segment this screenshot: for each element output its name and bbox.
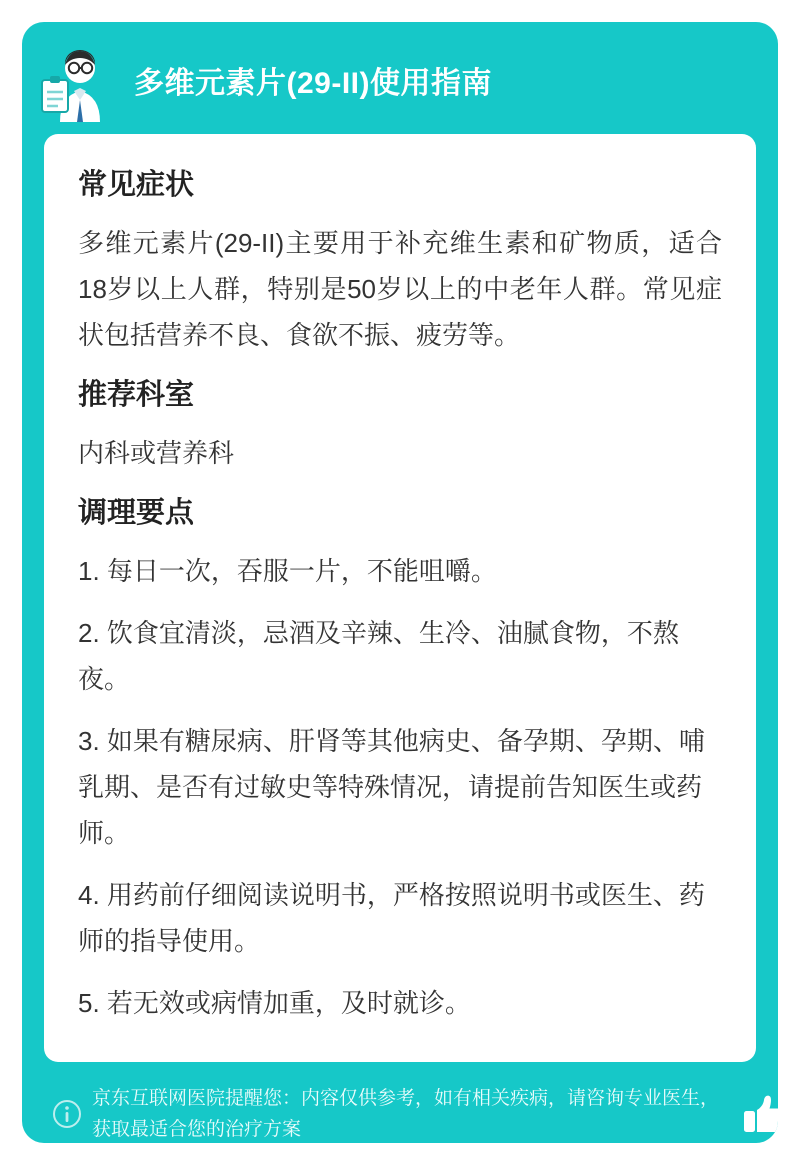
content-panel: [44, 134, 756, 1062]
section-paragraph-symptoms: 多维元素片(29-II)主要用于补充维生素和矿物质，适合18岁以上人群，特别是50岁以上的中老年人群。常见症状包括营养不良、食欲不振、疲劳等。: [78, 228, 722, 350]
info-circle-icon: [52, 1099, 82, 1129]
section-heading-department: 推荐科室: [78, 379, 195, 411]
list-item: 5. 若无效或病情加重，及时就诊。: [78, 988, 471, 1018]
guide-card: [22, 22, 778, 1143]
footer-disclaimer-bar: [44, 1074, 778, 1143]
footer-disclaimer-text: 京东互联网医院提醒您：内容仅供参考，如有相关疾病，请咨询专业医生，获取最适合您的治疗方案: [92, 1088, 720, 1140]
section-paragraph-department: 内科或营养科: [78, 438, 235, 468]
list-item: 3. 如果有糖尿病、肝肾等其他病史、备孕期、孕期、哺乳期、是否有过敏史等特殊情况，请提前告知医生或药师。: [78, 726, 705, 848]
section-heading-care-points: 调理要点: [78, 497, 195, 529]
page-title: 多维元素片(29-II)使用指南: [134, 67, 493, 100]
thumbs-up-icon[interactable]: [740, 1091, 778, 1137]
section-heading-symptoms: 常见症状: [78, 169, 195, 201]
doctor-avatar-icon: [40, 46, 112, 122]
list-item: 2. 饮食宜清淡，忌酒及辛辣、生冷、油腻食物，不熬夜。: [78, 618, 679, 694]
list-item: 4. 用药前仔细阅读说明书，严格按照说明书或医生、药师的指导使用。: [78, 880, 705, 956]
list-item: 1. 每日一次，吞服一片，不能咀嚼。: [78, 556, 497, 586]
